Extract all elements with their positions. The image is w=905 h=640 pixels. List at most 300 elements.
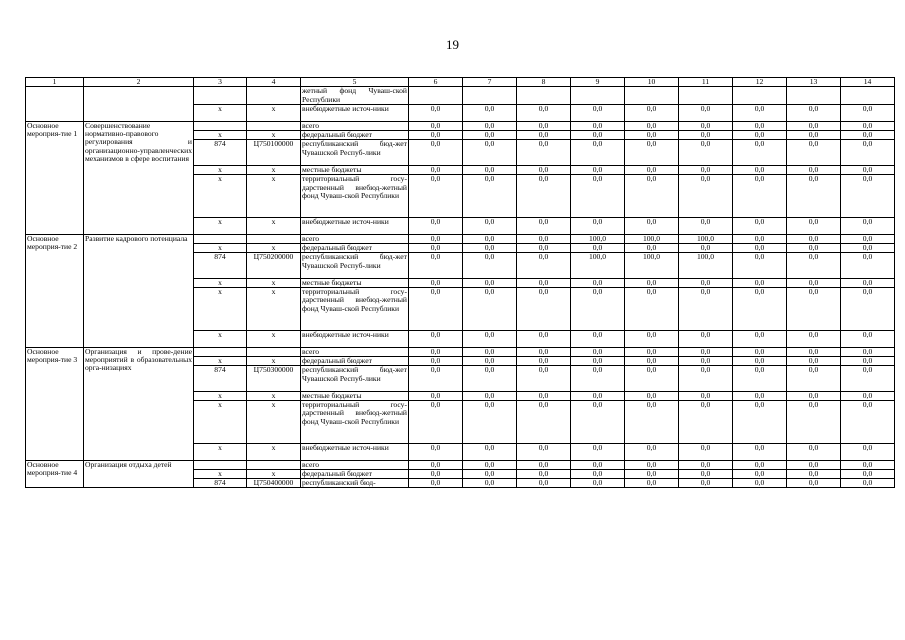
value-cell: 0,0 <box>409 253 463 279</box>
value-cell: 0,0 <box>409 131 463 140</box>
value-cell: 0,0 <box>409 347 463 356</box>
kbk-code <box>194 347 247 356</box>
kbk-code: x <box>194 244 247 253</box>
value-cell: 0,0 <box>463 401 517 444</box>
value-cell: 0,0 <box>625 356 679 365</box>
kbk-code: x <box>194 330 247 347</box>
value-cell: 0,0 <box>841 366 895 392</box>
kbk-code: x <box>194 104 247 121</box>
value-cell: 0,0 <box>841 253 895 279</box>
value-cell <box>463 87 517 105</box>
funding-source: республиканский бюд-жет Чувашской Респуб-лики <box>301 140 409 166</box>
funding-source: республиканский бюд- <box>301 479 409 488</box>
table-row <box>26 87 895 105</box>
value-cell: 0,0 <box>571 140 625 166</box>
activity-desc: Совершенствование нормативно-правового регулирования и организационно-управленческих механизмов в сфере воспитания <box>84 121 194 234</box>
value-cell: 0,0 <box>625 366 679 392</box>
value-cell: 0,0 <box>463 347 517 356</box>
value-cell: 0,0 <box>571 460 625 469</box>
value-cell: 0,0 <box>571 479 625 488</box>
value-cell: 0,0 <box>517 460 571 469</box>
header-cell: 10 <box>625 78 679 87</box>
header-cell: 13 <box>787 78 841 87</box>
target-article: Ц750400000 <box>247 479 301 488</box>
value-cell: 0,0 <box>679 104 733 121</box>
activity-desc-cell <box>84 87 194 122</box>
value-cell: 0,0 <box>409 121 463 130</box>
value-cell: 0,0 <box>517 253 571 279</box>
value-cell: 0,0 <box>733 347 787 356</box>
value-cell: 0,0 <box>733 140 787 166</box>
value-cell: 0,0 <box>463 460 517 469</box>
kbk-code: x <box>194 131 247 140</box>
value-cell: 0,0 <box>409 140 463 166</box>
table-row <box>26 347 895 356</box>
page-number: 19 <box>446 37 459 52</box>
value-cell: 0,0 <box>625 469 679 478</box>
funding-source: федеральный бюджет <box>301 244 409 253</box>
header-cell: 8 <box>517 78 571 87</box>
kbk-code: 874 <box>194 479 247 488</box>
value-cell: 0,0 <box>517 234 571 243</box>
value-cell: 0,0 <box>679 121 733 130</box>
value-cell: 0,0 <box>733 244 787 253</box>
value-cell: 0,0 <box>733 356 787 365</box>
value-cell: 0,0 <box>409 165 463 174</box>
kbk-code: x <box>194 356 247 365</box>
value-cell: 0,0 <box>787 330 841 347</box>
value-cell: 0,0 <box>733 443 787 460</box>
target-article <box>247 121 301 130</box>
value-cell: 0,0 <box>787 479 841 488</box>
funding-source: всего <box>301 460 409 469</box>
value-cell: 0,0 <box>517 330 571 347</box>
target-article: x <box>247 244 301 253</box>
target-article: x <box>247 175 301 218</box>
value-cell: 0,0 <box>463 330 517 347</box>
value-cell: 0,0 <box>517 469 571 478</box>
value-cell: 0,0 <box>787 347 841 356</box>
value-cell: 0,0 <box>463 469 517 478</box>
header-cell: 3 <box>194 78 247 87</box>
activity-name: Основное мероприя-тие 2 <box>26 234 84 347</box>
target-article: Ц750100000 <box>247 140 301 166</box>
kbk-code <box>194 87 247 105</box>
kbk-code <box>194 460 247 469</box>
value-cell: 0,0 <box>517 244 571 253</box>
value-cell: 0,0 <box>679 140 733 166</box>
value-cell: 0,0 <box>463 121 517 130</box>
value-cell: 0,0 <box>517 366 571 392</box>
value-cell: 0,0 <box>463 175 517 218</box>
value-cell: 0,0 <box>841 391 895 400</box>
value-cell: 0,0 <box>841 217 895 234</box>
target-article: Ц750200000 <box>247 253 301 279</box>
value-cell: 0,0 <box>733 288 787 331</box>
value-cell: 0,0 <box>463 104 517 121</box>
value-cell: 0,0 <box>841 234 895 243</box>
target-article: x <box>247 330 301 347</box>
value-cell: 0,0 <box>571 330 625 347</box>
value-cell <box>625 87 679 105</box>
value-cell: 0,0 <box>571 366 625 392</box>
value-cell: 0,0 <box>733 460 787 469</box>
value-cell: 0,0 <box>787 234 841 243</box>
kbk-code: x <box>194 443 247 460</box>
funding-source: всего <box>301 121 409 130</box>
header-row <box>26 78 895 87</box>
value-cell: 0,0 <box>841 288 895 331</box>
value-cell: 0,0 <box>409 356 463 365</box>
funding-source: жетный фонд Чуваш-ской Республики <box>302 86 407 104</box>
value-cell: 0,0 <box>625 330 679 347</box>
value-cell <box>517 87 571 105</box>
value-cell: 0,0 <box>625 443 679 460</box>
value-cell: 100,0 <box>679 253 733 279</box>
value-cell: 0,0 <box>787 401 841 444</box>
target-article: x <box>247 104 301 121</box>
value-cell: 0,0 <box>841 401 895 444</box>
value-cell: 0,0 <box>517 347 571 356</box>
value-cell: 0,0 <box>571 347 625 356</box>
value-cell: 0,0 <box>679 288 733 331</box>
value-cell: 0,0 <box>463 288 517 331</box>
value-cell: 100,0 <box>679 234 733 243</box>
value-cell: 0,0 <box>571 175 625 218</box>
value-cell: 0,0 <box>517 278 571 287</box>
funding-source: местные бюджеты <box>301 165 409 174</box>
funding-source: внебюджетные источ-ники <box>301 104 409 121</box>
value-cell: 0,0 <box>409 366 463 392</box>
value-cell: 0,0 <box>409 391 463 400</box>
header-cell: 2 <box>84 78 194 87</box>
funding-source: всего <box>301 347 409 356</box>
value-cell: 0,0 <box>787 140 841 166</box>
value-cell: 0,0 <box>517 140 571 166</box>
value-cell: 0,0 <box>409 217 463 234</box>
value-cell: 0,0 <box>517 121 571 130</box>
value-cell: 0,0 <box>517 356 571 365</box>
value-cell: 0,0 <box>463 253 517 279</box>
kbk-code: x <box>194 288 247 331</box>
funding-source: всего <box>301 234 409 243</box>
value-cell: 0,0 <box>571 391 625 400</box>
value-cell: 0,0 <box>841 104 895 121</box>
value-cell <box>409 87 463 105</box>
value-cell: 0,0 <box>733 479 787 488</box>
value-cell: 0,0 <box>463 131 517 140</box>
target-article: x <box>247 443 301 460</box>
kbk-code: x <box>194 469 247 478</box>
budget-table <box>25 77 895 488</box>
value-cell: 0,0 <box>625 140 679 166</box>
value-cell: 0,0 <box>517 104 571 121</box>
value-cell: 0,0 <box>841 175 895 218</box>
target-article <box>247 234 301 243</box>
value-cell: 0,0 <box>571 104 625 121</box>
value-cell: 0,0 <box>841 140 895 166</box>
value-cell: 0,0 <box>517 175 571 218</box>
funding-source: местные бюджеты <box>301 278 409 287</box>
activity-desc: Развитие кадрового потенциала <box>84 234 194 347</box>
value-cell: 0,0 <box>679 401 733 444</box>
value-cell: 0,0 <box>733 234 787 243</box>
value-cell: 100,0 <box>571 253 625 279</box>
value-cell: 0,0 <box>409 469 463 478</box>
value-cell: 0,0 <box>517 165 571 174</box>
value-cell: 0,0 <box>409 104 463 121</box>
value-cell: 0,0 <box>841 330 895 347</box>
value-cell: 0,0 <box>679 131 733 140</box>
value-cell: 0,0 <box>571 356 625 365</box>
value-cell: 0,0 <box>787 104 841 121</box>
header-cell: 11 <box>679 78 733 87</box>
kbk-code: 874 <box>194 253 247 279</box>
table-row <box>26 460 895 469</box>
value-cell: 0,0 <box>841 121 895 130</box>
value-cell: 0,0 <box>517 401 571 444</box>
value-cell: 0,0 <box>463 165 517 174</box>
value-cell: 0,0 <box>463 391 517 400</box>
header-cell: 4 <box>247 78 301 87</box>
value-cell: 0,0 <box>733 131 787 140</box>
value-cell: 0,0 <box>679 356 733 365</box>
value-cell: 0,0 <box>733 278 787 287</box>
value-cell: 0,0 <box>841 131 895 140</box>
value-cell: 0,0 <box>787 175 841 218</box>
value-cell: 0,0 <box>625 401 679 444</box>
value-cell: 0,0 <box>463 278 517 287</box>
funding-source: внебюджетные источ-ники <box>301 217 409 234</box>
header-cell: 14 <box>841 78 895 87</box>
value-cell: 0,0 <box>841 356 895 365</box>
header-cell: 12 <box>733 78 787 87</box>
value-cell: 0,0 <box>463 234 517 243</box>
table-row <box>26 121 895 130</box>
value-cell: 0,0 <box>679 330 733 347</box>
value-cell: 0,0 <box>625 278 679 287</box>
activity-name: Основное мероприя-тие 1 <box>26 121 84 234</box>
kbk-code: x <box>194 217 247 234</box>
target-article: x <box>247 469 301 478</box>
value-cell: 0,0 <box>841 244 895 253</box>
value-cell: 0,0 <box>787 356 841 365</box>
value-cell: 0,0 <box>571 278 625 287</box>
kbk-code: x <box>194 278 247 287</box>
value-cell: 0,0 <box>463 443 517 460</box>
target-article: x <box>247 217 301 234</box>
value-cell: 0,0 <box>571 217 625 234</box>
value-cell: 0,0 <box>463 366 517 392</box>
value-cell: 0,0 <box>733 165 787 174</box>
value-cell: 0,0 <box>463 140 517 166</box>
value-cell: 0,0 <box>787 443 841 460</box>
value-cell: 0,0 <box>463 356 517 365</box>
activity-name: Основное мероприя-тие 4 <box>26 460 84 488</box>
value-cell: 0,0 <box>733 469 787 478</box>
value-cell: 0,0 <box>787 244 841 253</box>
value-cell: 100,0 <box>625 234 679 243</box>
funding-source: республиканский бюд-жет Чувашской Респуб-лики <box>301 366 409 392</box>
header-cell: 9 <box>571 78 625 87</box>
header-cell: 5 <box>301 78 409 87</box>
target-article <box>247 347 301 356</box>
funding-source: федеральный бюджет <box>301 469 409 478</box>
funding-source: местные бюджеты <box>301 391 409 400</box>
value-cell: 0,0 <box>625 479 679 488</box>
value-cell: 0,0 <box>841 278 895 287</box>
value-cell: 0,0 <box>679 460 733 469</box>
value-cell: 0,0 <box>787 121 841 130</box>
value-cell <box>787 87 841 105</box>
value-cell: 100,0 <box>625 253 679 279</box>
funding-source: федеральный бюджет <box>301 131 409 140</box>
value-cell: 0,0 <box>463 479 517 488</box>
value-cell <box>841 87 895 105</box>
value-cell: 0,0 <box>841 479 895 488</box>
value-cell: 0,0 <box>679 165 733 174</box>
value-cell: 0,0 <box>841 165 895 174</box>
value-cell: 0,0 <box>517 217 571 234</box>
value-cell: 0,0 <box>625 288 679 331</box>
value-cell: 0,0 <box>625 347 679 356</box>
header-cell: 1 <box>26 78 84 87</box>
value-cell: 0,0 <box>463 244 517 253</box>
kbk-code: 874 <box>194 366 247 392</box>
value-cell: 0,0 <box>679 347 733 356</box>
value-cell: 0,0 <box>571 131 625 140</box>
value-cell: 0,0 <box>571 288 625 331</box>
funding-source: территориальный госу-дарственный внебюд-жетный фонд Чуваш-ской Республики <box>301 175 409 218</box>
value-cell: 0,0 <box>409 234 463 243</box>
value-cell: 0,0 <box>733 391 787 400</box>
value-cell: 0,0 <box>625 460 679 469</box>
value-cell: 0,0 <box>787 288 841 331</box>
value-cell: 0,0 <box>409 479 463 488</box>
value-cell: 0,0 <box>409 401 463 444</box>
value-cell: 0,0 <box>679 443 733 460</box>
value-cell: 0,0 <box>409 330 463 347</box>
value-cell: 0,0 <box>571 165 625 174</box>
value-cell: 0,0 <box>409 244 463 253</box>
value-cell: 0,0 <box>517 288 571 331</box>
target-article: x <box>247 391 301 400</box>
header-cell: 7 <box>463 78 517 87</box>
value-cell: 0,0 <box>679 479 733 488</box>
value-cell: 0,0 <box>787 391 841 400</box>
value-cell: 0,0 <box>409 288 463 331</box>
kbk-code: 874 <box>194 140 247 166</box>
table-row <box>26 234 895 243</box>
value-cell: 0,0 <box>787 131 841 140</box>
value-cell: 0,0 <box>625 121 679 130</box>
value-cell: 0,0 <box>841 460 895 469</box>
value-cell: 0,0 <box>409 460 463 469</box>
target-article <box>247 460 301 469</box>
header-cell: 6 <box>409 78 463 87</box>
target-article: x <box>247 278 301 287</box>
value-cell: 0,0 <box>571 443 625 460</box>
value-cell: 0,0 <box>463 217 517 234</box>
value-cell: 0,0 <box>679 469 733 478</box>
kbk-code <box>194 121 247 130</box>
kbk-code: x <box>194 401 247 444</box>
value-cell: 0,0 <box>517 479 571 488</box>
value-cell: 0,0 <box>517 443 571 460</box>
value-cell: 0,0 <box>733 366 787 392</box>
value-cell: 0,0 <box>625 165 679 174</box>
value-cell: 0,0 <box>409 175 463 218</box>
target-article: x <box>247 288 301 331</box>
value-cell: 0,0 <box>679 391 733 400</box>
value-cell: 0,0 <box>733 330 787 347</box>
value-cell: 0,0 <box>571 121 625 130</box>
value-cell: 0,0 <box>571 401 625 444</box>
kbk-code: x <box>194 165 247 174</box>
value-cell: 0,0 <box>679 175 733 218</box>
value-cell: 0,0 <box>841 469 895 478</box>
value-cell: 0,0 <box>787 366 841 392</box>
funding-source: территориальный госу-дарственный внебюд-жетный фонд Чуваш-ской Республики <box>301 401 409 444</box>
value-cell: 0,0 <box>625 104 679 121</box>
value-cell: 0,0 <box>571 469 625 478</box>
target-article: Ц750300000 <box>247 366 301 392</box>
kbk-code: x <box>194 391 247 400</box>
value-cell: 0,0 <box>409 278 463 287</box>
value-cell: 100,0 <box>571 234 625 243</box>
value-cell: 0,0 <box>787 217 841 234</box>
value-cell: 0,0 <box>733 121 787 130</box>
value-cell: 0,0 <box>733 175 787 218</box>
funding-source: федеральный бюджет <box>301 356 409 365</box>
value-cell: 0,0 <box>625 131 679 140</box>
value-cell: 0,0 <box>787 278 841 287</box>
activity-desc: Организация отдыха детей <box>84 460 194 488</box>
value-cell <box>733 87 787 105</box>
value-cell: 0,0 <box>571 244 625 253</box>
activity-desc: Организация и прове-дение мероприятий в образовательных орга-низациях <box>84 347 194 460</box>
target-article: x <box>247 401 301 444</box>
value-cell: 0,0 <box>733 217 787 234</box>
funding-source: внебюджетные источ-ники <box>301 443 409 460</box>
value-cell <box>679 87 733 105</box>
value-cell: 0,0 <box>841 443 895 460</box>
funding-source: республиканский бюд-жет Чувашской Респуб-лики <box>301 253 409 279</box>
target-article: x <box>247 165 301 174</box>
value-cell: 0,0 <box>733 253 787 279</box>
value-cell: 0,0 <box>679 366 733 392</box>
value-cell: 0,0 <box>787 460 841 469</box>
value-cell: 0,0 <box>625 391 679 400</box>
value-cell: 0,0 <box>625 244 679 253</box>
value-cell: 0,0 <box>733 104 787 121</box>
value-cell: 0,0 <box>787 469 841 478</box>
target-article: x <box>247 131 301 140</box>
value-cell: 0,0 <box>841 347 895 356</box>
activity-name: Основное мероприя-тие 3 <box>26 347 84 460</box>
funding-source: внебюджетные источ-ники <box>301 330 409 347</box>
value-cell: 0,0 <box>787 165 841 174</box>
value-cell: 0,0 <box>679 217 733 234</box>
kbk-code: x <box>194 175 247 218</box>
value-cell <box>571 87 625 105</box>
activity-name-cell <box>26 87 84 122</box>
value-cell: 0,0 <box>679 244 733 253</box>
value-cell: 0,0 <box>517 131 571 140</box>
value-cell: 0,0 <box>625 175 679 218</box>
value-cell: 0,0 <box>625 217 679 234</box>
target-article: x <box>247 356 301 365</box>
